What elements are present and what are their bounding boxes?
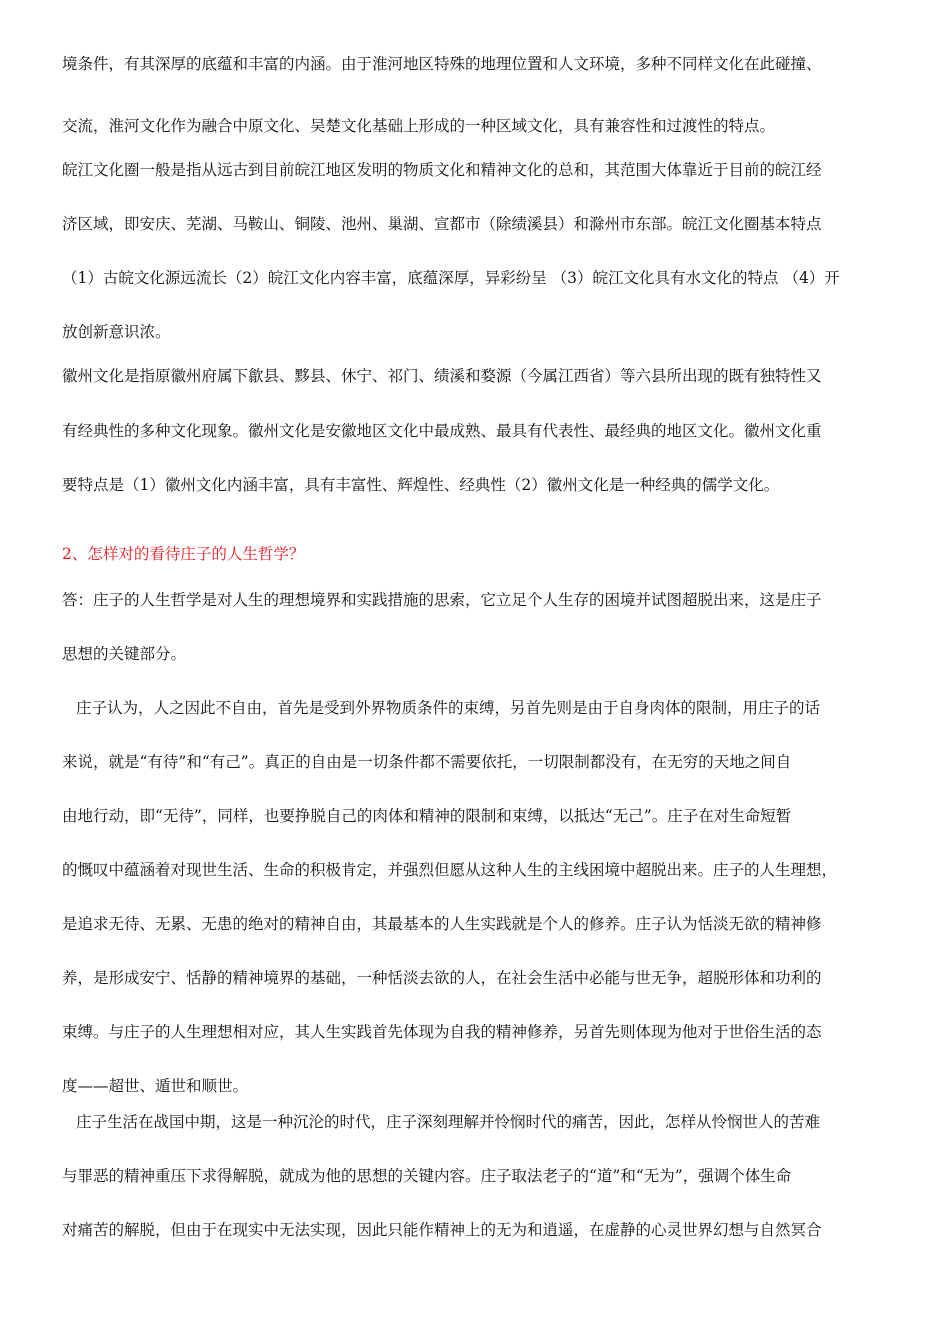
paragraph-line: 徽州文化是指原徽州府属下歙县、黟县、休宁、祁门、绩溪和婺源（今属江西省）等六县所出现的既有独特性又 (62, 367, 822, 385)
paragraph-line: 对痛苦的解脱，但由于在现实中无法实现，因此只能作精神上的无为和逍遥，在虚静的心灵世界幻想与自然冥合 (62, 1221, 822, 1239)
paragraph-line: 由地行动，即“无待”，同样，也要挣脱自己的肉体和精神的限制和束缚，以抵达“无己”。庄子在对生命短暂 (62, 807, 792, 825)
paragraph-line: 要特点是（1）徽州文化内涵丰富，具有丰富性、辉煌性、经典性（2）徽州文化是一种经典的儒学文化。 (62, 476, 780, 494)
paragraph-line: 来说，就是“有待”和“有己”。真正的自由是一切条件都不需要依托，一切限制都没有，在无穷的天地之间自 (62, 753, 792, 771)
answer-line: 答：庄子的人生哲学是对人生的理想境界和实践措施的思索，它立足个人生存的困境并试图超脱出来，这是庄子 (62, 591, 822, 609)
answer-line: 思想的关键部分。 (62, 645, 187, 663)
question-heading: 2、怎样对的看待庄子的人生哲学？ (62, 545, 305, 563)
paragraph-line: 放创新意识浓。 (62, 323, 171, 341)
paragraph-line: 交流，淮河文化作为融合中原文化、吴楚文化基础上形成的一种区域文化，具有兼容性和过渡性的特点。 (62, 117, 776, 135)
paragraph-line: 与罪恶的精神重压下求得解脱，就成为他的思想的关键内容。庄子取法老子的“道”和“无为”，强调个体生命 (62, 1167, 792, 1185)
paragraph-line: 的慨叹中蕴涵着对现世生活、生命的积极肯定，并强烈但愿从这种人生的主线困境中超脱出来。庄子的人生理想， (62, 861, 838, 879)
paragraph-line: 济区域，即安庆、芜湖、马鞍山、铜陵、池州、巢湖、宣都市（除绩溪县）和滁州市东部。皖江文化圈基本特点 (62, 215, 822, 233)
paragraph-line: （1）古皖文化源远流长（2）皖江文化内容丰富，底蕴深厚，异彩纷呈 （3）皖江文化具有水文化的特点 （4）开 (62, 269, 840, 287)
paragraph-line: 庄子生活在战国中期，这是一种沉沦的时代，庄子深刻理解并怜悯时代的痛苦，因此，怎样从怜悯世人的苦难 (76, 1113, 821, 1131)
paragraph-line: 度——超世、遁世和顺世。 (62, 1077, 249, 1095)
paragraph-line: 有经典性的多种文化现象。徽州文化是安徽地区文化中最成熟、最具有代表性、最经典的地区文化。徽州文化重 (62, 422, 822, 440)
paragraph-line: 养，是形成安宁、恬静的精神境界的基础，一种恬淡去欲的人，在社会生活中必能与世无争，超脱形体和功利的 (62, 969, 822, 987)
paragraph-line: 境条件，有其深厚的底蕴和丰富的内涵。由于淮河地区特殊的地理位置和人文环境，多种不同样文化在此碰撞、 (62, 55, 822, 73)
paragraph-line: 皖江文化圈一般是指从远古到目前皖江地区发明的物质文化和精神文化的总和，其范围大体靠近于目前的皖江经 (62, 161, 822, 179)
paragraph-line: 束缚。与庄子的人生理想相对应，其人生实践首先体现为自我的精神修养，另首先则体现为他对于世俗生活的态 (62, 1023, 822, 1041)
paragraph-line: 庄子认为，人之因此不自由，首先是受到外界物质条件的束缚，另首先则是由于自身肉体的限制，用庄子的话 (76, 699, 821, 717)
paragraph-line: 是追求无待、无累、无患的绝对的精神自由，其最基本的人生实践就是个人的修养。庄子认为恬淡无欲的精神修 (62, 915, 822, 933)
